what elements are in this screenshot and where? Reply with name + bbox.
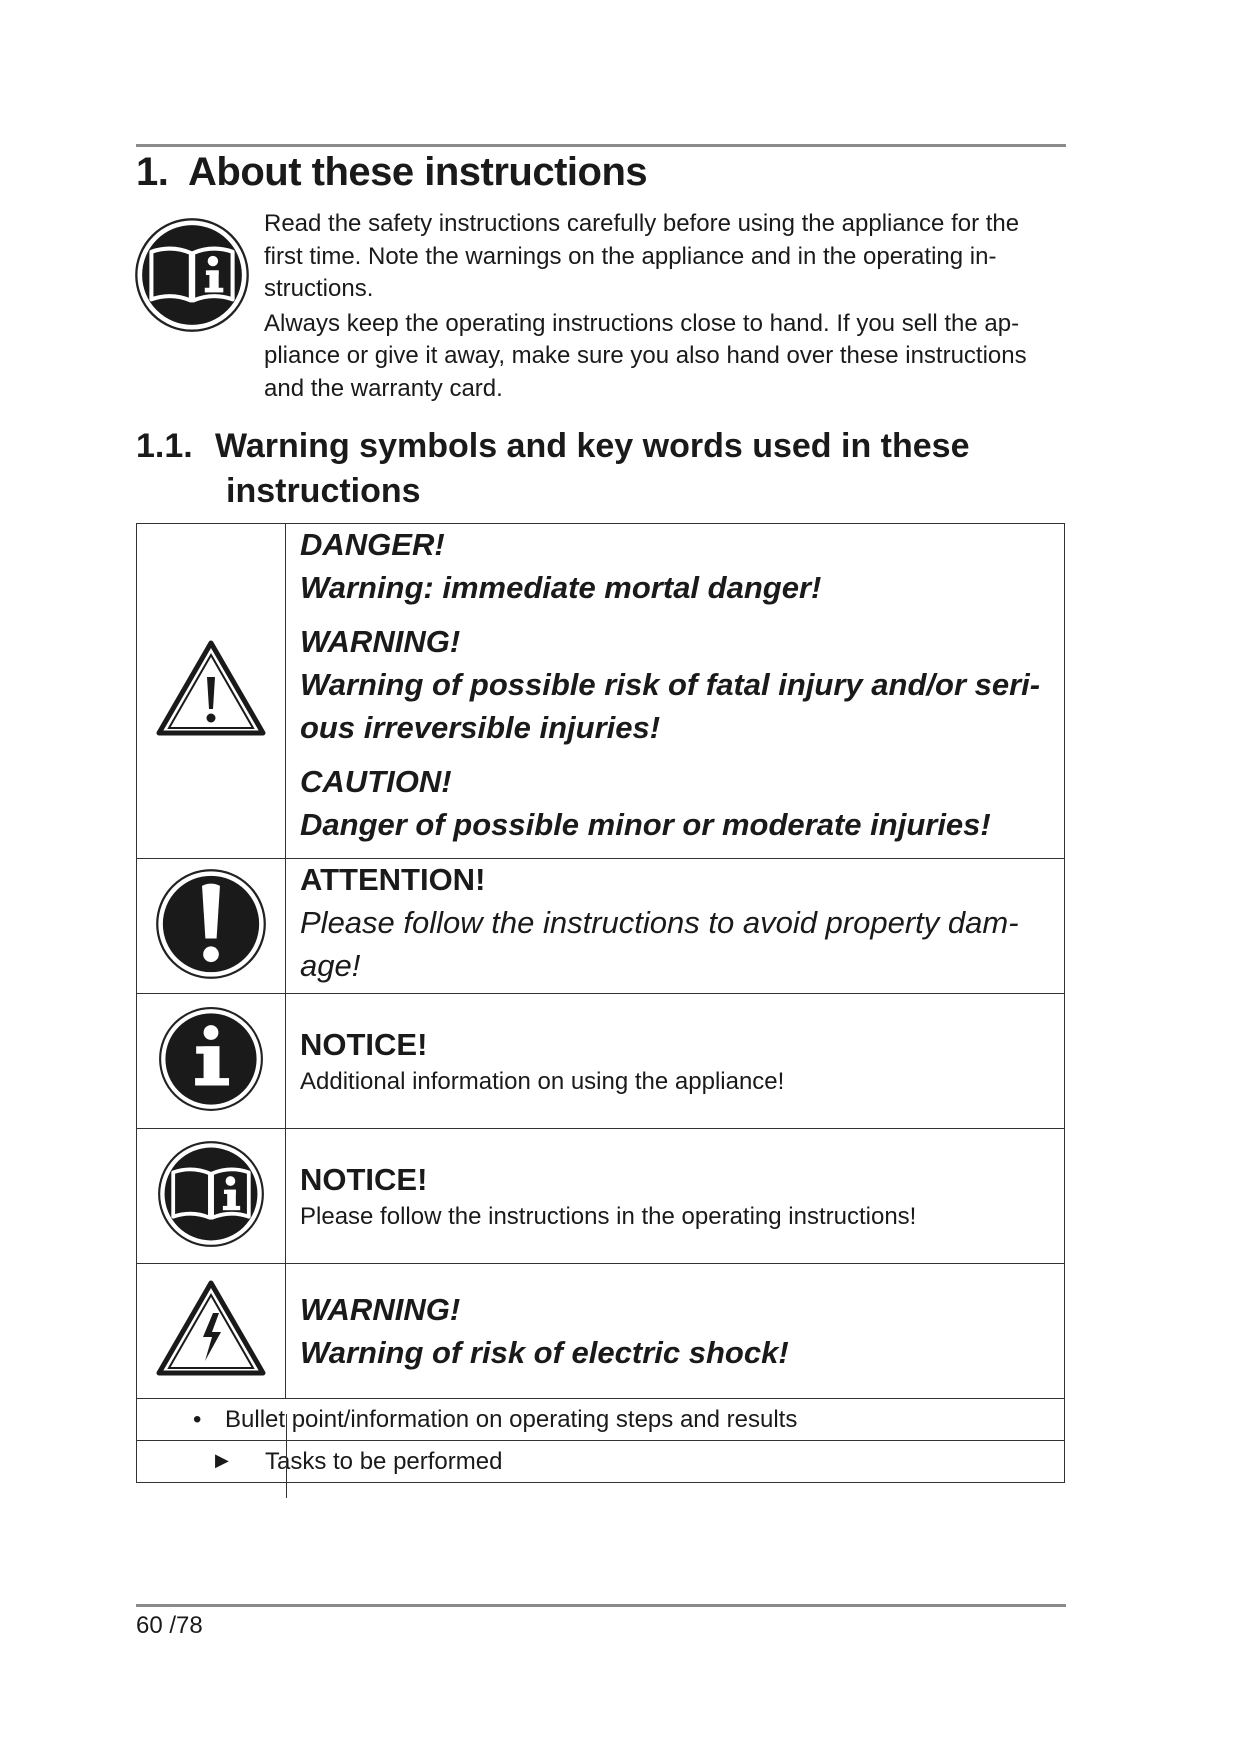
icon-cell — [137, 1129, 286, 1264]
section-number: 1. — [136, 150, 169, 194]
bottom-rule — [136, 1604, 1066, 1607]
keyword: NOTICE! — [300, 1027, 428, 1062]
message: Please follow the instructions in the operating instructions! — [300, 1203, 917, 1230]
warning-entry — [300, 621, 1064, 749]
warning-symbols-table — [136, 523, 1065, 1483]
arrow-icon: ▶ — [215, 1450, 229, 1470]
table-row — [137, 524, 1065, 859]
column-divider — [286, 1414, 287, 1498]
text-cell — [286, 524, 1065, 859]
message: Warning of possible risk of fatal injury and/or serious irreversible injuries! — [300, 667, 1041, 745]
top-rule — [136, 144, 1066, 147]
task-row — [137, 1441, 1065, 1483]
section-title — [136, 150, 647, 195]
manual-info-icon — [157, 1140, 265, 1248]
manual-info-icon — [134, 217, 250, 333]
message: Warning: immediate mortal danger! — [300, 570, 822, 605]
icon-cell — [137, 524, 286, 859]
caution-entry — [300, 761, 1064, 846]
subsection-title-line1: Warning symbols and key words used in these — [215, 427, 970, 465]
keyword: CAUTION! — [300, 764, 452, 799]
table-row — [137, 1441, 1065, 1483]
subsection-title — [136, 424, 969, 514]
keyword: ATTENTION! — [300, 862, 486, 897]
exclamation-circle-icon — [155, 868, 267, 980]
subsection-number: 1.1. — [136, 427, 193, 465]
table-row — [137, 1129, 1065, 1264]
message: Additional information on using the appliance! — [300, 1068, 785, 1095]
keyword: WARNING! — [300, 1291, 461, 1327]
text-cell — [286, 1264, 1065, 1399]
keyword: NOTICE! — [300, 1162, 428, 1197]
bullet-row — [137, 1399, 1065, 1441]
bullet-text: Bullet point/information on operating steps and results — [225, 1406, 798, 1433]
message: Please follow the instructions to avoid property damage! — [300, 905, 1019, 983]
text-cell — [286, 859, 1065, 994]
info-circle-icon — [158, 1006, 264, 1112]
keyword: DANGER! — [300, 527, 445, 562]
table-row — [137, 1399, 1065, 1441]
intro-paragraph: Always keep the operating instructions close to hand. If you sell the appliance or give it away, make sure you also hand over these instructions and the warranty card. — [264, 309, 1027, 402]
intro-text — [264, 208, 1064, 407]
message: Warning of risk of electric shock! — [300, 1334, 789, 1370]
warning-triangle-icon — [155, 639, 267, 739]
bullet-mark: • — [193, 1406, 202, 1433]
icon-cell — [137, 994, 286, 1129]
section-title-text: About these instructions — [188, 150, 648, 194]
task-text: Tasks to be performed — [265, 1448, 503, 1475]
electric-shock-icon — [155, 1279, 267, 1379]
icon-cell — [137, 859, 286, 994]
table-row — [137, 994, 1065, 1129]
text-cell — [286, 1129, 1065, 1264]
table-row — [137, 859, 1065, 994]
table-row — [137, 1264, 1065, 1399]
page-number: 60 /78 — [136, 1612, 203, 1639]
text-cell — [286, 994, 1065, 1129]
danger-entry — [300, 524, 1064, 609]
keyword: WARNING! — [300, 624, 461, 659]
intro-paragraph: Read the safety instructions carefully before using the appliance for the first time. Note the warnings on the appliance and in the operating instructions. — [264, 210, 1020, 302]
icon-cell — [137, 1264, 286, 1399]
subsection-title-line2: instructions — [226, 472, 421, 510]
message: Danger of possible minor or moderate injuries! — [300, 807, 991, 842]
